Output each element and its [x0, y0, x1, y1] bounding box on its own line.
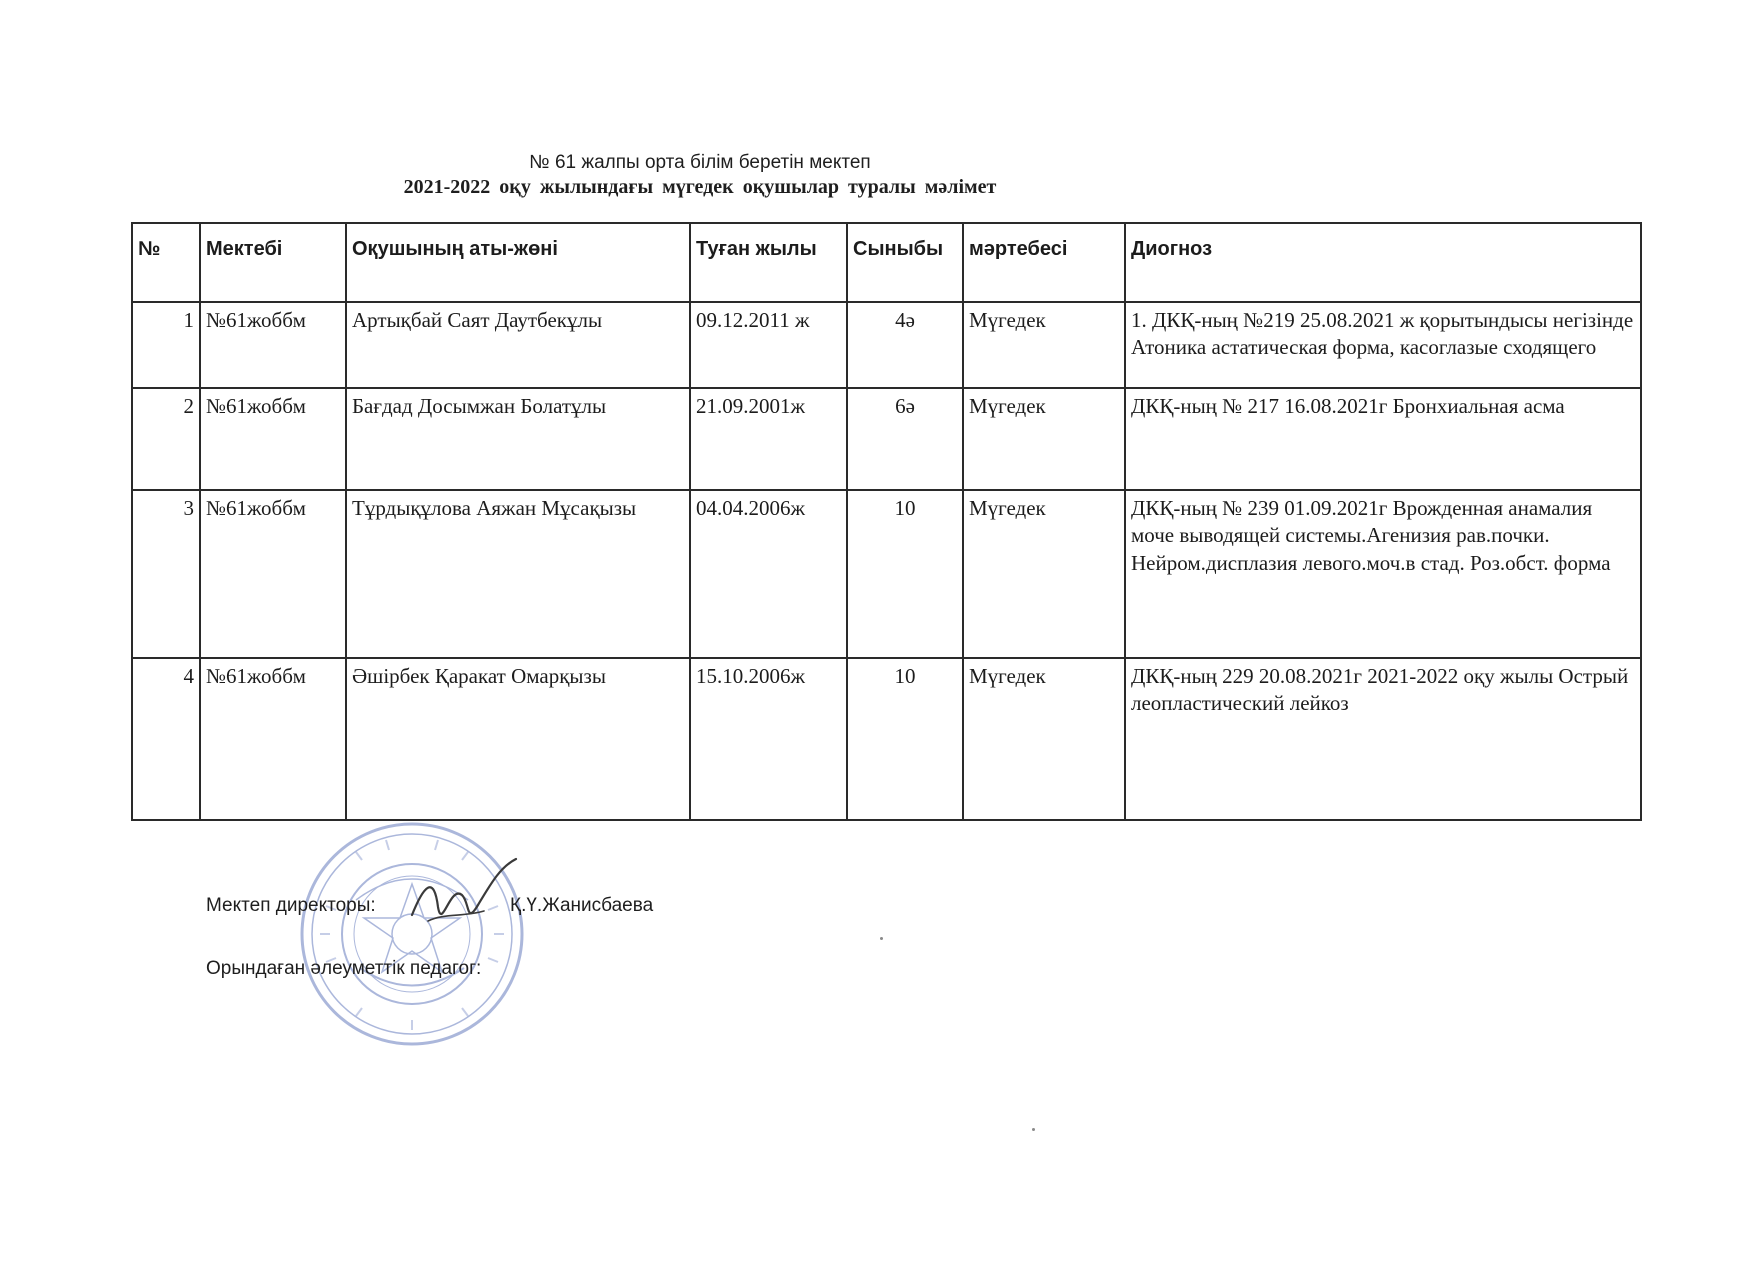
scan-speck — [880, 937, 883, 940]
student-name-cell: Әшірбек Қаракат Омарқызы — [346, 658, 690, 820]
grade-cell: 6ә — [847, 388, 963, 490]
birth-date-cell: 04.04.2006ж — [690, 490, 847, 658]
school-cell: №61жоббм — [200, 490, 346, 658]
document-title: № 61 жалпы орта білім беретін мектеп — [529, 152, 871, 173]
scan-speck — [1032, 1128, 1035, 1131]
diagnosis-cell: ДКҚ-ның № 239 01.09.2021г Врожденная анамалия моче выводящей системы.Агенизия рав.почки. Нейром.дисплазия левого.моч.в стад. Роз.обст. форма — [1125, 490, 1641, 658]
status-cell: Мүгедек — [963, 302, 1125, 388]
column-header-school: Мектебі — [200, 223, 346, 302]
grade-cell: 4ә — [847, 302, 963, 388]
row-number: 2 — [132, 388, 200, 490]
column-header-diagnosis: Диогноз — [1125, 223, 1641, 302]
diagnosis-cell: ДКҚ-ның № 217 16.08.2021г Бронхиальная асма — [1125, 388, 1641, 490]
column-header-status: мәртебесі — [963, 223, 1125, 302]
document-subtitle: 2021-2022 оқу жылындағы мүгедек оқушылар туралы мәлімет — [403, 176, 997, 198]
student-name-cell: Тұрдықұлова Аяжан Мұсақызы — [346, 490, 690, 658]
table-row — [132, 658, 1641, 820]
column-header-student-name: Оқушының аты-жөні — [346, 223, 690, 302]
school-cell: №61жоббм — [200, 658, 346, 820]
grade-cell: 10 — [847, 658, 963, 820]
column-header-birth-date: Туған жылы — [690, 223, 847, 302]
row-number: 3 — [132, 490, 200, 658]
status-cell: Мүгедек — [963, 388, 1125, 490]
row-number: 4 — [132, 658, 200, 820]
table-header-row — [132, 223, 1641, 302]
table-row — [132, 388, 1641, 490]
column-header-number: № — [132, 223, 200, 302]
birth-date-cell: 09.12.2011 ж — [690, 302, 847, 388]
table-row — [132, 490, 1641, 658]
birth-date-cell: 21.09.2001ж — [690, 388, 847, 490]
school-cell: №61жоббм — [200, 302, 346, 388]
row-number: 1 — [132, 302, 200, 388]
director-label: Мектеп директоры: — [206, 895, 376, 916]
grade-cell: 10 — [847, 490, 963, 658]
diagnosis-cell: 1. ДКҚ-ның №219 25.08.2021 ж қорытындысы негізінде Атоника астатическая форма, касоглазые сходящего — [1125, 302, 1641, 388]
students-table — [131, 222, 1642, 821]
performer-label: Орындаған әлеуметтік педагог: — [206, 958, 482, 979]
signature-icon — [404, 855, 524, 945]
student-name-cell: Артықбай Саят Даутбекұлы — [346, 302, 690, 388]
birth-date-cell: 15.10.2006ж — [690, 658, 847, 820]
school-cell: №61жоббм — [200, 388, 346, 490]
status-cell: Мүгедек — [963, 658, 1125, 820]
table-row — [132, 302, 1641, 388]
diagnosis-cell: ДКҚ-ның 229 20.08.2021г 2021-2022 оқу жылы Острый леопластический лейкоз — [1125, 658, 1641, 820]
column-header-grade: Сыныбы — [847, 223, 963, 302]
student-name-cell: Бағдад Досымжан Болатұлы — [346, 388, 690, 490]
status-cell: Мүгедек — [963, 490, 1125, 658]
director-name: Қ.Ү.Жанисбаева — [510, 895, 654, 916]
